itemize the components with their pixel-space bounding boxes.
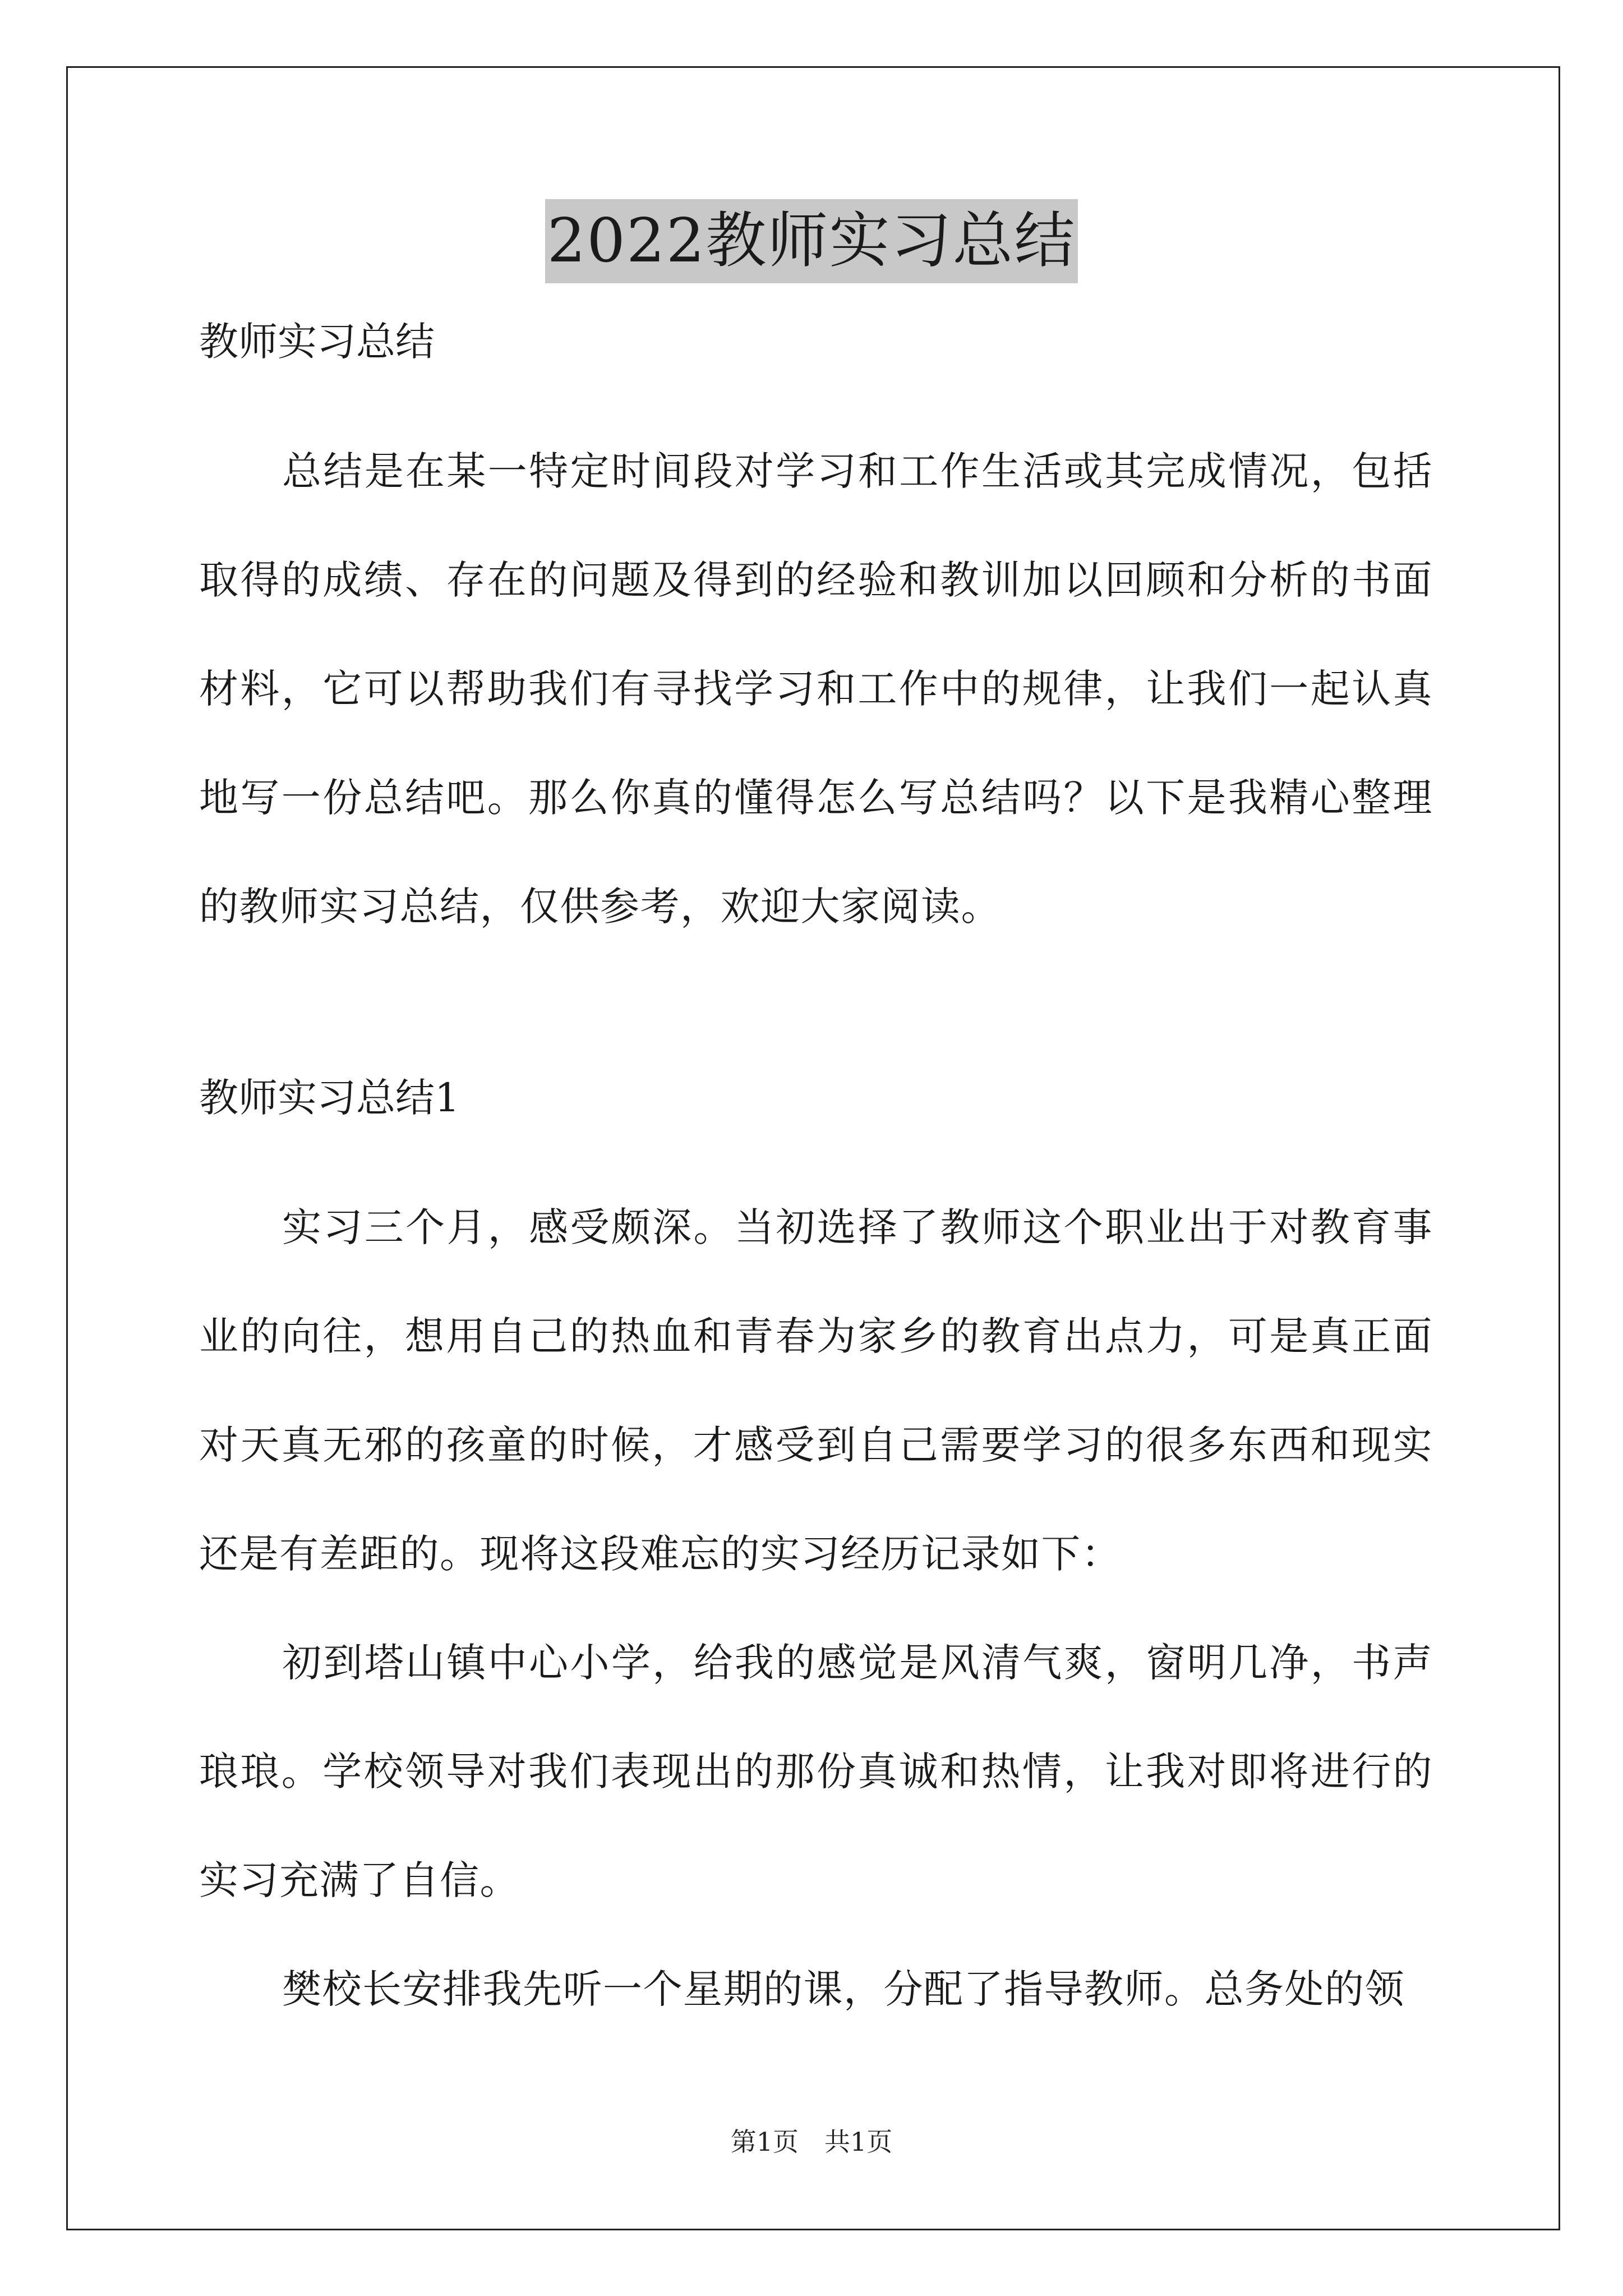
section1-heading: 教师实习总结1 <box>199 1075 460 1121</box>
page-footer <box>0 2125 1623 2159</box>
section1-paragraph-2: 初到塔山镇中心小学，给我的感觉是风清气爽，窗明几净，书声琅琅。学校领导对我们表现出的那份真诚和热情，让我对即将进行的实习充满了自信。 <box>199 1640 1433 1903</box>
document-title: 2022教师实习总结 <box>545 199 1078 283</box>
spacer <box>199 378 1433 417</box>
page-number: 第1页 <box>730 2127 799 2157</box>
spacer <box>199 961 1433 1062</box>
intro-paragraph: 总结是在某一特定时间段对学习和工作生活或其完成情况，包括取得的成绩、存在的问题及得到的经验和教训加以回顾和分析的书面材料，它可以帮助我们有寻找学习和工作中的规律，让我们一起认真地写一份总结吧。那么你真的懂得怎么写总结吗？以下是我精心整理的教师实习总结，仅供参考，欢迎大家阅读。 <box>199 448 1433 930</box>
section1-paragraph-1: 实习三个月，感受颇深。当初选择了教师这个职业出于对教育事业的向往，想用自己的热血和青春为家乡的教育出点力，可是真正面对天真无邪的孩童的时候，才感受到自己需要学习的很多东西和现实还是有差距的。现将这段难忘的实习经历记录如下： <box>199 1204 1433 1577</box>
intro-heading: 教师实习总结 <box>199 319 435 365</box>
title-container <box>0 199 1623 283</box>
document-body <box>199 306 1433 2044</box>
section1-paragraph-3: 樊校长安排我先听一个星期的课，分配了指导教师。总务处的领 <box>282 1966 1405 2012</box>
spacer <box>199 1134 1433 1173</box>
page-total: 共1页 <box>824 2127 893 2157</box>
